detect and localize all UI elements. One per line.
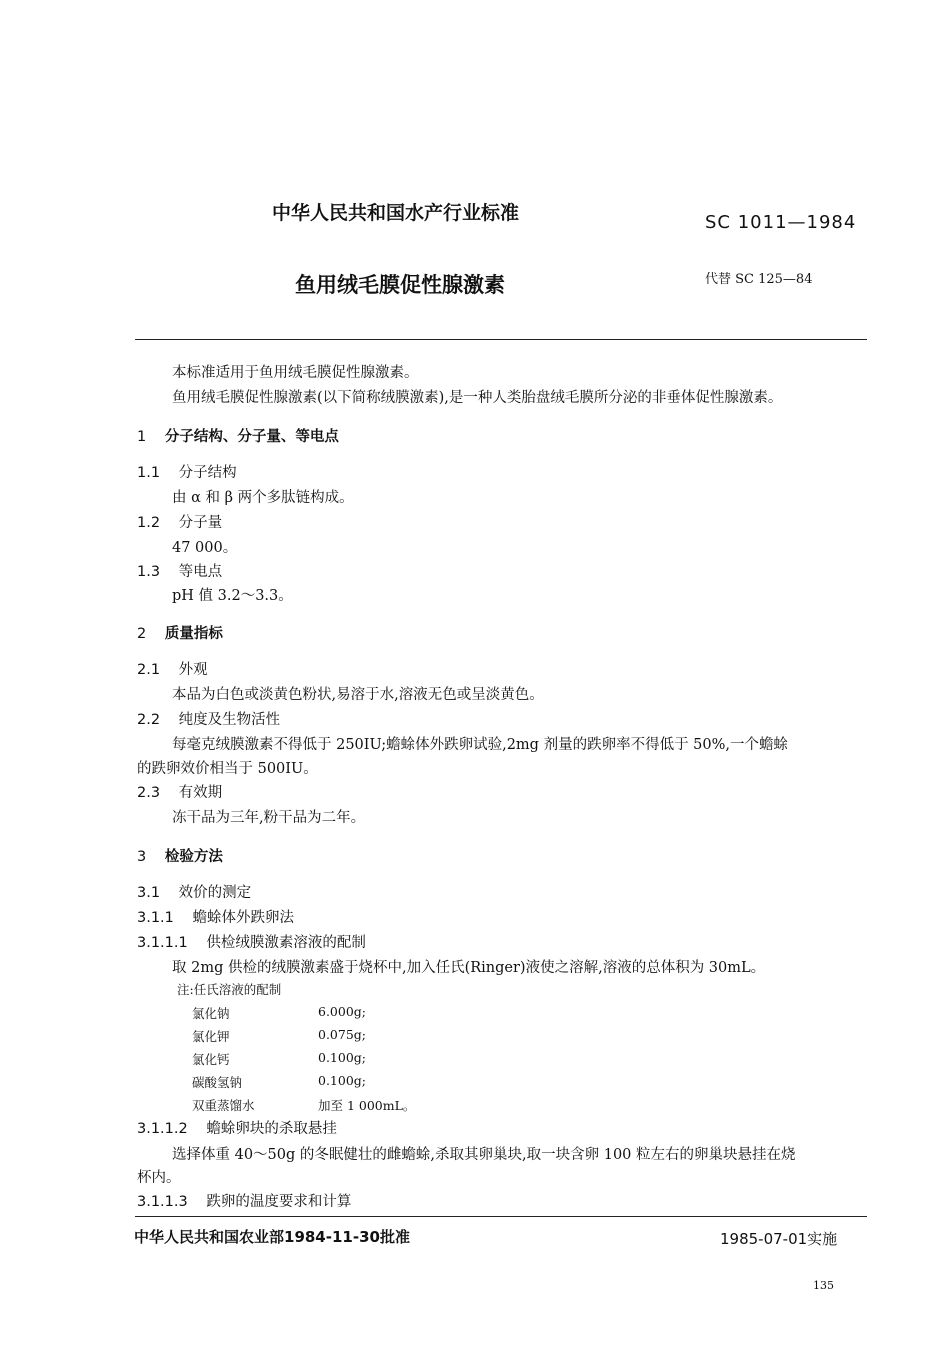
section-2-title: 质量指标 bbox=[164, 626, 223, 642]
section-2-2-heading bbox=[137, 708, 280, 729]
section-2-2-text-line2: 的跌卵效价相当于 500IU。 bbox=[137, 761, 318, 777]
footer-rule bbox=[135, 1216, 867, 1217]
section-2-3-text: 冻干品为三年,粉干品为二年。 bbox=[172, 810, 366, 826]
ingredient-amount: 加至 1 000mL。 bbox=[318, 1098, 416, 1113]
section-2-1-heading bbox=[137, 658, 208, 679]
standard-title: 中华人民共和国水产行业标准 bbox=[272, 202, 520, 224]
section-1-2-number: 1.2 bbox=[137, 515, 161, 531]
section-1-2-text: 47 000。 bbox=[172, 540, 238, 556]
section-1-1-heading bbox=[137, 461, 237, 482]
section-3-1-1-3-number: 3.1.1.3 bbox=[137, 1194, 188, 1210]
section-3-title: 检验方法 bbox=[164, 849, 223, 865]
section-2-1-text: 本品为白色或淡黄色粉状,易溶于水,溶液无色或呈淡黄色。 bbox=[172, 687, 544, 703]
section-3-1-1-2-title: 蟾蜍卵块的杀取悬挂 bbox=[206, 1121, 337, 1137]
section-1-3-title: 等电点 bbox=[178, 564, 223, 580]
section-3-heading bbox=[137, 845, 223, 866]
section-3-1-1-1-title: 供检绒膜激素溶液的配制 bbox=[206, 935, 366, 951]
section-3-1-1-2-text-line1: 选择体重 40～50g 的冬眠健壮的雌蟾蜍,杀取其卵巢块,取一块含卵 100 粒左右的卵巢块悬挂在烧 bbox=[172, 1147, 796, 1163]
section-3-1-heading bbox=[137, 881, 251, 902]
section-3-1-1-2-number: 3.1.1.2 bbox=[137, 1121, 188, 1137]
ringer-note-title: 注:任氏溶液的配制 bbox=[177, 982, 282, 997]
section-2-2-title: 纯度及生物活性 bbox=[178, 712, 281, 728]
ingredient-name: 氯化钙 bbox=[192, 1052, 230, 1067]
section-2-1-title: 外观 bbox=[178, 662, 208, 678]
section-1-2-title: 分子量 bbox=[178, 515, 223, 531]
ingredient-name: 氯化钾 bbox=[192, 1029, 230, 1044]
section-2-1-number: 2.1 bbox=[137, 662, 161, 678]
section-1-number: 1 bbox=[137, 429, 147, 445]
product-title: 鱼用绒毛膜促性腺激素 bbox=[295, 273, 505, 297]
section-1-heading bbox=[137, 425, 339, 446]
section-2-3-number: 2.3 bbox=[137, 785, 161, 801]
section-1-3-text: pH 值 3.2～3.3。 bbox=[172, 588, 293, 604]
section-3-1-1-2-text-line2: 杯内。 bbox=[137, 1170, 181, 1186]
section-3-number: 3 bbox=[137, 849, 147, 865]
standard-code: SC 1011—1984 bbox=[705, 212, 857, 233]
section-3-1-1-1-heading bbox=[137, 931, 366, 952]
ingredient-name: 双重蒸馏水 bbox=[192, 1098, 255, 1113]
header-rule bbox=[135, 339, 867, 340]
section-1-3-number: 1.3 bbox=[137, 564, 161, 580]
section-1-1-title: 分子结构 bbox=[178, 465, 237, 481]
section-2-2-number: 2.2 bbox=[137, 712, 161, 728]
ingredient-name: 碳酸氢钠 bbox=[192, 1075, 243, 1090]
section-3-1-1-1-text: 取 2mg 供检的绒膜激素盛于烧杯中,加入任氏(Ringer)液使之溶解,溶液的总体积为 30mL。 bbox=[172, 960, 766, 976]
section-1-3-heading bbox=[137, 560, 222, 581]
ingredient-amount: 0.075g; bbox=[318, 1027, 366, 1042]
section-2-3-heading bbox=[137, 781, 222, 802]
replaces-note: 代替 SC 125—84 bbox=[705, 272, 813, 287]
section-2-2-text-line1: 每毫克绒膜激素不得低于 250IU;蟾蜍体外跌卵试验,2mg 剂量的跌卵率不得低于 50%,一个蟾蜍 bbox=[172, 737, 789, 753]
ingredient-amount: 6.000g; bbox=[318, 1004, 366, 1019]
section-3-1-1-1-number: 3.1.1.1 bbox=[137, 935, 188, 951]
intro-scope: 本标准适用于鱼用绒毛膜促性腺激素。 bbox=[172, 365, 419, 381]
section-3-1-1-number: 3.1.1 bbox=[137, 910, 174, 926]
ingredient-amount: 0.100g; bbox=[318, 1073, 366, 1088]
ingredient-amount: 0.100g; bbox=[318, 1050, 366, 1065]
section-1-title: 分子结构、分子量、等电点 bbox=[164, 429, 339, 445]
intro-definition: 鱼用绒毛膜促性腺激素(以下简称绒膜激素),是一种人类胎盘绒毛膜所分泌的非垂体促性腺激素。 bbox=[172, 390, 783, 406]
page-number: 135 bbox=[813, 1279, 834, 1292]
section-2-number: 2 bbox=[137, 626, 147, 642]
section-3-1-1-3-title: 跌卵的温度要求和计算 bbox=[206, 1194, 352, 1210]
effective-date: 1985-07-01实施 bbox=[720, 1230, 838, 1248]
section-1-2-heading bbox=[137, 511, 222, 532]
section-3-1-1-3-heading bbox=[137, 1190, 351, 1211]
section-2-3-title: 有效期 bbox=[178, 785, 223, 801]
section-1-1-number: 1.1 bbox=[137, 465, 161, 481]
approval-date: 中华人民共和国农业部1984-11-30批准 bbox=[134, 1228, 410, 1246]
section-3-1-1-title: 蟾蜍体外跌卵法 bbox=[192, 910, 295, 926]
section-3-1-number: 3.1 bbox=[137, 885, 161, 901]
section-3-1-1-heading bbox=[137, 906, 294, 927]
section-2-heading bbox=[137, 622, 223, 643]
section-3-1-1-2-heading bbox=[137, 1117, 337, 1138]
section-3-1-title: 效价的测定 bbox=[178, 885, 252, 901]
section-1-1-text: 由 α 和 β 两个多肽链构成。 bbox=[172, 490, 354, 506]
ingredient-name: 氯化钠 bbox=[192, 1006, 230, 1021]
